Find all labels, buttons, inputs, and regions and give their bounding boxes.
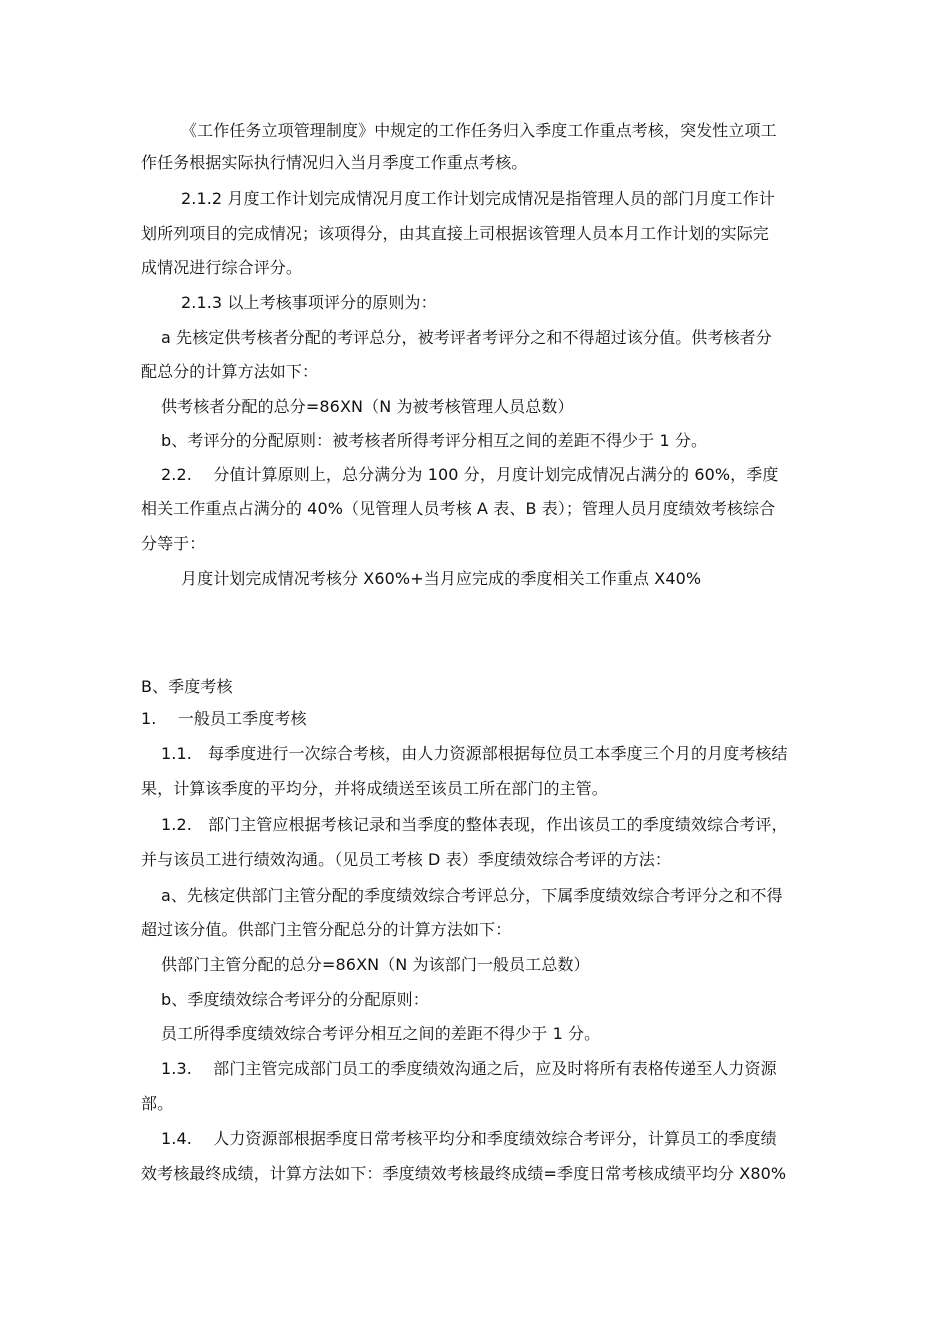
- text-line-28: 1.4. 人力资源部根据季度日常考核平均分和季度绩效综合考评分，计算员工的季度绩: [161, 1129, 777, 1148]
- text-line-29: 效考核最终成绩，计算方法如下：季度绩效考核最终成绩=季度日常考核成绩平均分 X80%: [141, 1164, 787, 1183]
- text-line-20: 并与该员工进行绩效沟通。（见员工考核 D 表）季度绩效综合考评的方法：: [141, 850, 671, 869]
- text-line-6: 2.1.3 以上考核事项评分的原则为：: [181, 293, 437, 312]
- section-heading: B、季度考核: [141, 677, 233, 696]
- text-line-27: 部。: [141, 1094, 174, 1113]
- text-line-19: 1.2. 部门主管应根据考核记录和当季度的整体表现，作出该员工的季度绩效综合考评，: [161, 815, 788, 834]
- text-line-1: 《工作任务立项管理制度》中规定的工作任务归入季度工作重点考核，突发性立项工: [181, 121, 777, 140]
- text-line-4: 划所列项目的完成情况；该项得分，由其直接上司根据该管理人员本月工作计划的实际完: [141, 224, 769, 243]
- text-line-10: b、考评分的分配原则：被考核者所得考评分相互之间的差距不得少于 1 分。: [161, 431, 708, 450]
- text-line-11: 2.2. 分值计算原则上，总分满分为 100 分，月度计划完成情况占满分的 60%，季度: [161, 465, 779, 484]
- text-line-18: 果，计算该季度的平均分，并将成绩送至该员工所在部门的主管。: [141, 779, 608, 798]
- text-line-7: a 先核定供考核者分配的考评总分，被考评者考评分之和不得超过该分值。供考核者分: [161, 328, 772, 347]
- text-line-26: 1.3. 部门主管完成部门员工的季度绩效沟通之后，应及时将所有表格传递至人力资源: [161, 1059, 777, 1078]
- text-line-9: 供考核者分配的总分=86XN（N 为被考核管理人员总数）: [161, 397, 574, 416]
- text-line-14: 月度计划完成情况考核分 X60%+当月应完成的季度相关工作重点 X40%: [181, 569, 702, 588]
- text-line-13: 分等于：: [141, 534, 206, 553]
- text-line-3: 2.1.2 月度工作计划完成情况月度工作计划完成情况是指管理人员的部门月度工作计: [181, 189, 775, 208]
- text-line-21: a、先核定供部门主管分配的季度绩效综合考评总分，下属季度绩效综合考评分之和不得: [161, 886, 783, 905]
- text-line-22: 超过该分值。供部门主管分配总分的计算方法如下：: [141, 920, 512, 939]
- text-line-24: b、季度绩效综合考评分的分配原则：: [161, 990, 429, 1009]
- text-line-5: 成情况进行综合评分。: [141, 258, 303, 277]
- text-line-23: 供部门主管分配的总分=86XN（N 为该部门一般员工总数）: [161, 955, 590, 974]
- text-line-8: 配总分的计算方法如下：: [141, 362, 319, 381]
- text-line-12: 相关工作重点占满分的 40%（见管理人员考核 A 表、B 表）；管理人员月度绩效考核综合: [141, 499, 776, 518]
- text-line-2: 作任务根据实际执行情况归入当月季度工作重点考核。: [141, 153, 528, 172]
- text-line-17: 1.1. 每季度进行一次综合考核，由人力资源部根据每位员工本季度三个月的月度考核结: [161, 744, 788, 763]
- text-line-25: 员工所得季度绩效综合考评分相互之间的差距不得少于 1 分。: [161, 1024, 601, 1043]
- text-line-16: 1. 一般员工季度考核: [141, 709, 307, 728]
